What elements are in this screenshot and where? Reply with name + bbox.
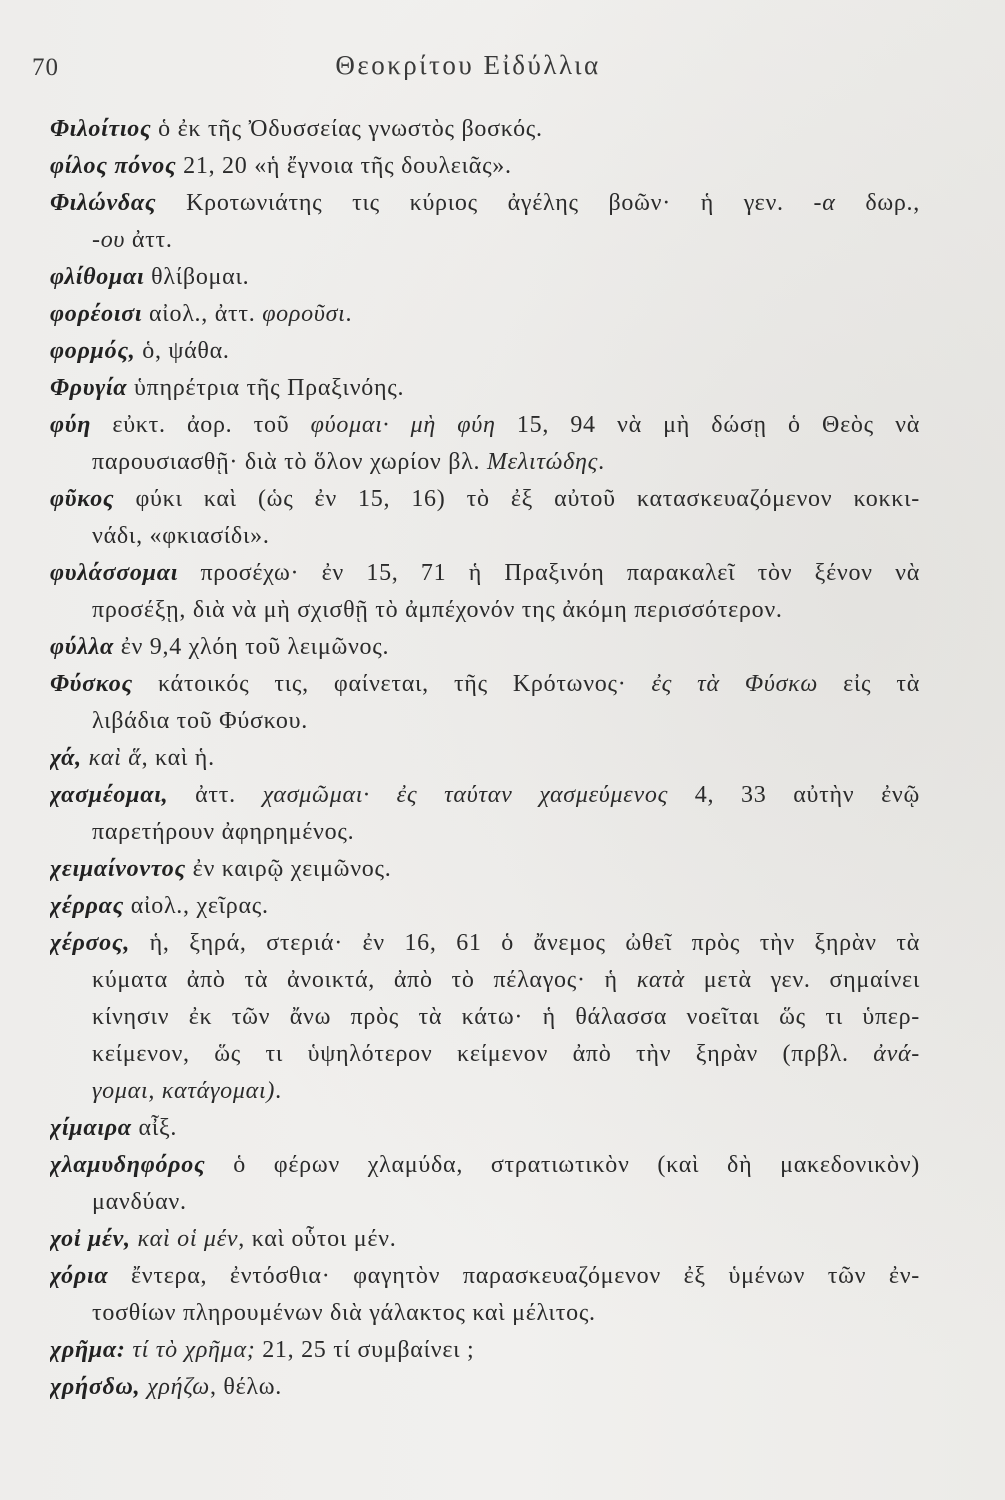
- italic-text: φοροῦσι: [262, 301, 346, 327]
- italic-text: -ου: [92, 227, 126, 253]
- running-title: Θεοκρίτου Εἰδύλλια: [335, 50, 601, 80]
- entry-line: [50, 1221, 920, 1258]
- glossary-entry: [50, 407, 920, 481]
- headword: φορμός,: [50, 338, 136, 364]
- italic-text: Μελιτώδης: [486, 449, 599, 475]
- headword: Φύσκος: [50, 671, 133, 697]
- glossary-entry: [50, 1221, 920, 1258]
- text-segment: , καὶ ἡ.: [141, 745, 215, 771]
- text-segment: 21, 20 «ἡ ἔγνοια τῆς δουλειᾶς».: [176, 153, 512, 179]
- text-segment: ἡ, ξηρά, στεριά· ἐν 16, 61 ὁ ἄνεμος ὠθεῖ πρὸς τὴν ξηρὰν τὰ: [130, 930, 920, 956]
- entry-line: [50, 148, 920, 185]
- text-segment: Κροτωνιάτης τις κύριος ἀγέλης βοῶν· ἡ γεν.: [156, 190, 814, 216]
- text-segment: εὐκτ. ἀορ. τοῦ: [91, 412, 311, 438]
- glossary-entry: [50, 925, 920, 1110]
- entry-line: [50, 814, 920, 851]
- text-segment: παρουσιασθῇ· διὰ τὸ ὅλον χωρίον βλ.: [92, 449, 487, 475]
- text-segment: .: [275, 1078, 282, 1104]
- headword: χόρια: [50, 1263, 109, 1289]
- text-segment: ἐν καιρῷ χειμῶνος.: [185, 856, 392, 882]
- headword: χά,: [50, 745, 82, 771]
- entry-line: [50, 1332, 920, 1369]
- entry-line: [50, 296, 920, 333]
- headword: χλαμυδηφόρος: [50, 1152, 206, 1178]
- text-segment: μανδύαν.: [92, 1189, 187, 1215]
- text-segment: παρετήρουν ἀφηρημένος.: [92, 819, 355, 845]
- headword: φῦκος: [50, 486, 115, 512]
- glossary-entry: [50, 1258, 920, 1332]
- text-segment: , θέλω.: [209, 1374, 282, 1400]
- italic-text: -α: [813, 190, 836, 216]
- text-segment: τοσθίων πληρουμένων διὰ γάλακτος καὶ μέλιτος.: [92, 1300, 596, 1326]
- text-segment: νάδι, «φκιασίδι».: [92, 523, 270, 549]
- text-segment: λιβάδια τοῦ Φύσκου.: [92, 708, 308, 734]
- entry-line: [50, 740, 920, 777]
- entry-line: [50, 1369, 920, 1406]
- entry-line: [50, 518, 920, 555]
- glossary-body: [50, 111, 920, 1406]
- entry-line: [50, 333, 920, 370]
- text-segment: εἰς τὰ: [818, 671, 920, 697]
- entry-line: [50, 222, 920, 259]
- headword: χέρσος,: [50, 930, 131, 956]
- headword: χασμέομαι,: [50, 782, 169, 808]
- text-segment: αἰολ., ἀττ.: [142, 301, 263, 327]
- entry-line: [50, 555, 920, 592]
- entry-line: [50, 1110, 920, 1147]
- text-segment: ἀττ.: [125, 227, 173, 253]
- entry-line: [50, 259, 920, 296]
- glossary-entry: [50, 666, 920, 740]
- entry-line: [50, 888, 920, 925]
- text-segment: ὁ ἐκ τῆς Ὀδυσσείας γνωστὸς βοσκός.: [151, 116, 543, 142]
- glossary-entry: [50, 1110, 920, 1147]
- text-segment: [82, 745, 89, 771]
- glossary-entry: [50, 777, 920, 851]
- text-segment: 21, 25 τί συμβαίνει ;: [255, 1337, 475, 1363]
- headword: φίλος πόνος: [50, 153, 177, 179]
- italic-text: φύομαι· μὴ φύη: [310, 412, 496, 438]
- text-segment: κάτοικός τις, φαίνεται, τῆς Κρότωνος·: [132, 671, 652, 697]
- glossary-entry: [50, 259, 920, 296]
- glossary-entry: [50, 1147, 920, 1221]
- text-segment: ἐν 9,4 χλόη τοῦ λειμῶνος.: [113, 634, 390, 660]
- entry-line: [50, 629, 920, 666]
- text-segment: ἀττ.: [168, 782, 263, 808]
- glossary-entry: [50, 740, 920, 777]
- glossary-entry: [50, 111, 920, 148]
- headword: φύλλα: [50, 634, 114, 660]
- entry-line: [50, 1073, 920, 1110]
- text-segment: ὑπηρέτρια τῆς Πραξινόης.: [127, 375, 405, 401]
- text-segment: κίνησιν ἐκ τῶν ἄνω πρὸς τὰ κάτω· ἡ θάλασσα νοεῖται ὥς τι ὑπερ-: [92, 1004, 920, 1030]
- headword: φυλάσσομαι: [50, 560, 179, 586]
- entry-line: [50, 703, 920, 740]
- headword: φορέοισι: [50, 301, 143, 327]
- text-segment: 4, 33 αὐτὴν ἐνῷ: [668, 782, 920, 808]
- headword: Φρυγία: [50, 375, 128, 401]
- entry-line: [50, 444, 920, 481]
- italic-text: ἀνά-: [873, 1041, 920, 1067]
- text-segment: δωρ.,: [835, 190, 920, 216]
- headword: χέρρας: [50, 893, 125, 919]
- headword: χίμαιρα: [50, 1115, 132, 1141]
- entry-line: [50, 111, 920, 148]
- glossary-entry: [50, 555, 920, 629]
- entry-line: [50, 1036, 920, 1073]
- entry-line: [50, 962, 920, 999]
- entry-line: [50, 1258, 920, 1295]
- page-number: 70: [32, 54, 59, 81]
- headword: Φιλοίτιος: [50, 116, 152, 142]
- headword: χρήσδω,: [50, 1374, 141, 1400]
- glossary-entry: [50, 148, 920, 185]
- glossary-entry: [50, 370, 920, 407]
- text-segment: προσέξῃ, διὰ νὰ μὴ σχισθῇ τὸ ἀμπέχονόν της ἀκόμη περισσότερον.: [92, 597, 783, 623]
- text-segment: ὁ φέρων χλαμύδα, στρατιωτικὸν (καὶ δὴ μακεδονικὸν): [205, 1152, 920, 1178]
- text-segment: κείμενον, ὥς τι ὑψηλότερον κείμενον ἀπὸ τὴν ξηρὰν (πρβλ.: [92, 1041, 874, 1067]
- entry-line: [50, 1184, 920, 1221]
- entry-line: [50, 481, 920, 518]
- entry-line: [50, 666, 920, 703]
- text-segment: αἶξ.: [131, 1115, 178, 1141]
- headword: φύη: [50, 412, 92, 438]
- entry-line: [50, 407, 920, 444]
- headword: χρῆμα:: [50, 1337, 126, 1363]
- entry-line: [50, 851, 920, 888]
- italic-text: χρήζω: [147, 1374, 210, 1400]
- text-segment: , καὶ οὗτοι μέν.: [238, 1226, 397, 1252]
- entry-line: [50, 777, 920, 814]
- text-segment: ὁ, ψάθα.: [135, 338, 230, 364]
- text-segment: 15, 94 νὰ μὴ δώσῃ ὁ Θεὸς νὰ: [495, 412, 920, 438]
- glossary-entry: [50, 851, 920, 888]
- text-segment: φύκι καὶ (ὡς ἐν 15, 16) τὸ ἐξ αὐτοῦ κατασκευαζόμενον κοκκι-: [114, 486, 920, 512]
- italic-text: τί τὸ χρῆμα;: [132, 1337, 256, 1363]
- glossary-entry: [50, 333, 920, 370]
- entry-line: [50, 1295, 920, 1332]
- entry-line: [50, 370, 920, 407]
- italic-text: ἐς τὰ Φύσκω: [651, 671, 819, 697]
- glossary-entry: [50, 185, 920, 259]
- headword: χειμαίνοντος: [50, 856, 186, 882]
- text-segment: ἔντερα, ἐντόσθια· φαγητὸν παρασκευαζόμενον ἐξ ὑμένων τῶν ἐν-: [108, 1263, 920, 1289]
- headword: φλίθομαι: [50, 264, 145, 290]
- italic-text: καὶ ἅ: [88, 745, 142, 771]
- glossary-entry: [50, 1369, 920, 1406]
- glossary-entry: [50, 481, 920, 555]
- text-segment: .: [345, 301, 353, 327]
- italic-text: χασμῶμαι· ἐς ταύταν χασμεύμενος: [262, 782, 669, 808]
- italic-text: καὶ οἱ μέν: [137, 1226, 239, 1252]
- headword: Φιλώνδας: [50, 190, 157, 216]
- entry-line: [50, 185, 920, 222]
- entry-line: [50, 1147, 920, 1184]
- text-segment: προσέχω· ἐν 15, 71 ἡ Πραξινόη παρακαλεῖ τὸν ξένον νὰ: [178, 560, 920, 586]
- text-segment: αἰολ., χεῖρας.: [124, 893, 269, 919]
- glossary-entry: [50, 1332, 920, 1369]
- italic-text: γομαι, κατάγομαι): [92, 1078, 276, 1104]
- headword: χοἰ μέν,: [50, 1226, 131, 1252]
- italic-text: κατὰ: [636, 967, 685, 993]
- entry-line: [50, 999, 920, 1036]
- entry-line: [50, 592, 920, 629]
- glossary-entry: [50, 888, 920, 925]
- entry-line: [50, 925, 920, 962]
- glossary-entry: [50, 296, 920, 333]
- text-segment: θλίβομαι.: [144, 264, 250, 290]
- glossary-entry: [50, 629, 920, 666]
- text-segment: κύματα ἀπὸ τὰ ἀνοικτά, ἀπὸ τὸ πέλαγος· ἡ: [92, 967, 637, 993]
- text-segment: μετὰ γεν. σημαίνει: [684, 967, 920, 993]
- text-segment: .: [598, 449, 605, 475]
